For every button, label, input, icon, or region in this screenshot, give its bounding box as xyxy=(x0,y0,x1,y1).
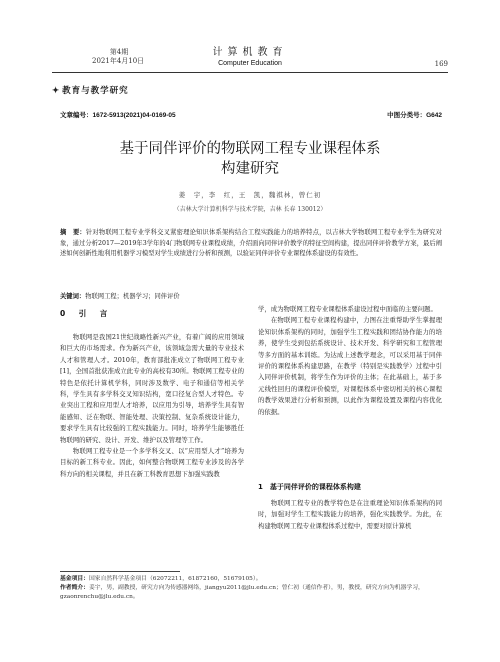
keywords xyxy=(60,291,442,300)
article-title xyxy=(0,139,500,179)
author-note xyxy=(60,584,442,602)
footnote xyxy=(60,575,442,603)
fund-label: 基金项目： xyxy=(60,576,89,582)
issue-number: 第4期 xyxy=(109,48,129,56)
intro-paragraph-1: 物联网是我国21世纪战略性新兴产业，有着广阔的应用领域和巨大的市场需求。作为新兴产业，该领域急需大量的专业技术人才和管理人才。2010年，教育部批准成立了物联网工程专业[1]，全国首批获准成立此专业的高校有30所。物联网工程专业的特色是依托计算机学科，同时涉及数学、电子和通信等相关学科，学生具有多学科交叉知识结构，宽口径复合型人才特色。专业突出工程和应用型人才培养，以应用为引导，培养学生具有智能感知、泛在物联、智能处理、决策控制、复杂系统设计能力，要求学生具有比较强的工程实践能力。同时，培养学生能够胜任物联网的研究、设计、开发、维护以及管理等工作。 xyxy=(60,333,244,444)
author-note-label: 作者简介： xyxy=(60,585,89,592)
header-rule xyxy=(52,72,448,73)
title-line-2: 构建研究 xyxy=(221,161,279,177)
section-0-heading: 0 引 言 xyxy=(60,309,111,318)
section-tag xyxy=(52,84,129,96)
left-column xyxy=(60,332,244,480)
journal-header xyxy=(0,47,500,68)
section-tag-label: 教育与教学研究 xyxy=(62,86,129,96)
intro-paragraph-3: 在物联网工程专业课程构建中，力图在注重帮助学生掌握理论知识体系架构的同时，加强学生工程实践和团结协作能力的培养，使学生受到包括系统设计、技术开发、科学研究和工程管理等多方面的基本训练。为达成上述教学理念，可以采用基于同伴评价的课程体系构建思路，在教学（特别是实践教学）过程中引入同伴评价机制，将学生作为评价的主体；在此基础上，基于多元线性回归的课程评价模型，对课程体系中密切相关的核心课程的教学效果进行分析和预测，以此作为课程设置及课程内容优化的依据。 xyxy=(258,316,442,416)
article-number: 文章编号：1672-5913(2021)04-0169-05 xyxy=(60,112,176,119)
section-1-paragraph: 物联网工程专业的教学特色是在注重理论知识体系架构的同时，加强对学生工程实践能力的培养，强化实践教学。为此，在构建物联网工程专业课程体系过程中，需要对原计算机 xyxy=(258,499,442,530)
journal-name-en: Computer Education xyxy=(218,60,282,67)
fund-note xyxy=(60,575,442,584)
right-column xyxy=(258,304,442,418)
continuation-paragraph: 学，成为物联网工程专业课程体系建设过程中面临的主要问题。 xyxy=(258,305,437,313)
intro-paragraph-2: 物联网工程专业是一个多学科交叉、以“应用型人才”培养为目标的新工科专业。因此，如何整合物联网工程专业涉及的各学科方向的相关课程，并且在新工科教育思想下加强实践教 xyxy=(60,447,244,478)
abstract-label: 摘 要： xyxy=(60,229,86,236)
page-number: 169 xyxy=(434,60,448,68)
abstract xyxy=(60,228,442,260)
footnote-rule xyxy=(60,571,180,572)
keywords-label: 关键词： xyxy=(60,293,86,300)
journal-name-cn: 计算机教育 xyxy=(212,47,288,58)
star-icon: ✦ xyxy=(52,86,61,96)
section-1-heading: 1 基于同伴评价的课程体系构建 xyxy=(258,483,361,491)
author-note-text: 姜宇，男，副教授，研究方向为传感器网络，jiangyu2011@jlu.edu.cn；曾仁初（通信作者），男，教授，研究方向为机器学习，gzaonrenchu@jlu.edu.cn。 xyxy=(60,585,424,601)
abstract-text: 针对物联网工程专业学科交叉紧密理论知识体系架构结合工程实践能力的培养特点，以吉林大学物联网工程专业学生为研究对象，通过分析2017—2019年3学年的4门物联网专业课程成绩，介绍面向同伴评价教学的特征空间构建，提出同伴评价教学方案，最后阐述如何创新性地利用机器学习模型对学生成绩进行分析和预测，以验证同伴评价专业课程体系建设的有效性。 xyxy=(60,229,443,257)
keywords-text: 物联网工程；机器学习；同伴评价 xyxy=(85,293,180,300)
affiliation: （吉林大学计算机科学与技术学院，吉林 长春 130012） xyxy=(173,206,327,213)
title-line-1: 基于同伴评价的物联网工程专业课程体系 xyxy=(119,141,381,157)
classification-number: 中图分类号：G642 xyxy=(387,112,442,119)
section-1-body xyxy=(258,498,442,532)
fund-text: 国家自然科学基金项目（62072211，61872160，51679105）。 xyxy=(89,576,262,582)
issue-date: 2021年4月10日 xyxy=(92,57,145,65)
authors: 姜 宇，李 红，王 凯，魏祺林，曾仁初 xyxy=(178,191,322,199)
